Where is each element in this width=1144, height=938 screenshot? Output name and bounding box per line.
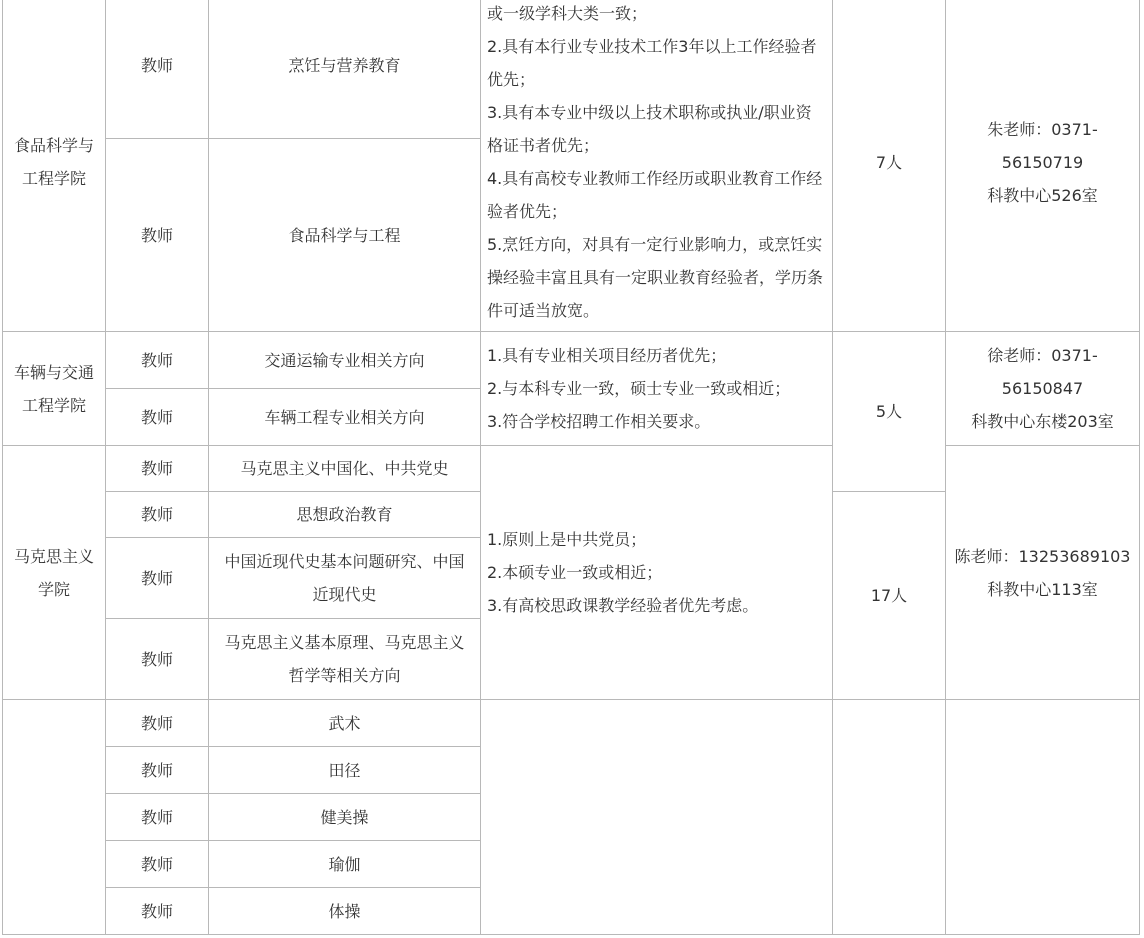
count-cell: 5人 (833, 332, 946, 492)
post-cell: 教师 (106, 794, 209, 841)
college-cell: 马克思主义学院 (3, 446, 106, 700)
post-cell: 教师 (106, 139, 209, 332)
post-cell: 教师 (106, 446, 209, 492)
table-row (3, 700, 1140, 747)
post-cell: 教师 (106, 747, 209, 794)
major-cell: 体操 (209, 888, 481, 935)
recruitment-table (2, 0, 1140, 935)
post-cell: 教师 (106, 700, 209, 747)
contact-cell: 陈老师：13253689103 科教中心113室 (946, 446, 1140, 700)
post-cell: 教师 (106, 888, 209, 935)
count-cell: 17人 (833, 492, 946, 700)
major-cell: 马克思主义基本原理、马克思主义哲学等相关方向 (209, 619, 481, 700)
count-cell: 7人 (833, 0, 946, 332)
college-cell (3, 0, 106, 332)
college-cell (3, 700, 106, 935)
contact-cell (946, 700, 1140, 935)
major-cell: 健美操 (209, 794, 481, 841)
major-cell: 食品科学与工程 (209, 139, 481, 332)
major-cell: 交通运输专业相关方向 (209, 332, 481, 389)
post-cell: 教师 (106, 389, 209, 446)
major-cell: 中国近现代史基本问题研究、中国近现代史 (209, 538, 481, 619)
table-row (3, 0, 1140, 139)
requirements-cell (481, 700, 833, 935)
major-cell: 思想政治教育 (209, 492, 481, 538)
post-cell: 教师 (106, 619, 209, 700)
requirements-cell: 1.原则上是中共党员； 2.本硕专业一致或相近； 3.有高校思政课教学经验者优先考虑。 (481, 446, 833, 700)
post-cell: 教师 (106, 538, 209, 619)
post-cell: 教师 (106, 841, 209, 888)
college-name: 食品科学与工程学院 (13, 136, 94, 188)
requirements-cell: 1.具有专业相关项目经历者优先； 2.与本科专业一致，硕士专业一致或相近； 3.符合学校招聘工作相关要求。 (481, 332, 833, 446)
post-cell: 教师 (106, 492, 209, 538)
requirements-cell: 或一级学科大类一致； 2.具有本行业专业技术工作3年以上工作经验者优先； 3.具有本专业中级以上技术职称或执业/职业资格证书者优先； 4.具有高校专业教师工作经历或职业教育工作经验者优先； 5.烹饪方向，对具有一定行业影响力，或烹饪实操经验丰富且具有一定职业教育经验者，学历条件可适当放宽。 (481, 0, 833, 332)
table-row (3, 446, 1140, 492)
college-cell: 车辆与交通工程学院 (3, 332, 106, 446)
major-cell: 烹饪与营养教育 (209, 0, 481, 139)
table-row (3, 332, 1140, 389)
major-cell: 田径 (209, 747, 481, 794)
post-cell: 教师 (106, 332, 209, 389)
contact-cell: 徐老师：0371-56150847 科教中心东楼203室 (946, 332, 1140, 446)
major-cell: 车辆工程专业相关方向 (209, 389, 481, 446)
post-cell: 教师 (106, 0, 209, 139)
count-cell (833, 700, 946, 935)
major-cell: 马克思主义中国化、中共党史 (209, 446, 481, 492)
major-cell: 瑜伽 (209, 841, 481, 888)
contact-cell: 朱老师：0371-56150719 科教中心526室 (946, 0, 1140, 332)
major-cell: 武术 (209, 700, 481, 747)
